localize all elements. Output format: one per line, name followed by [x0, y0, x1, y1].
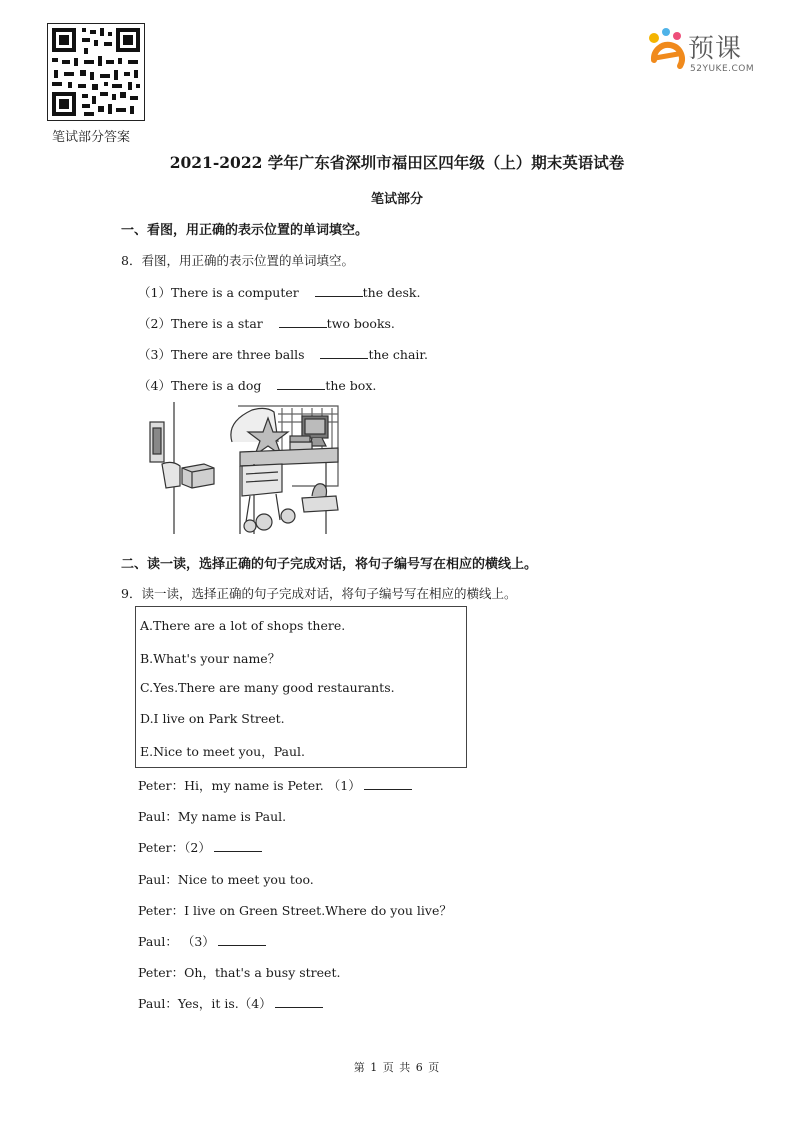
answer-blank[interactable] — [277, 378, 325, 390]
logo-text: 预课 — [688, 34, 743, 64]
question-8: 8．看图，用正确的表示位置的单词填空。 — [121, 253, 354, 268]
dialogue-line-8: Paul：Yes，it is.（4） — [138, 994, 323, 1012]
q8-item-4: （4）There is a dog the box. — [138, 378, 377, 393]
qr-caption: 笔试部分答案 — [52, 130, 131, 145]
dialogue-line-6: Paul： （3） — [138, 932, 266, 950]
dialogue-line-2: Paul：My name is Paul. — [138, 809, 287, 824]
room-illustration — [142, 402, 342, 534]
part-title: 笔试部分 — [370, 192, 423, 207]
q8-item-2: （2）There is a star two books. — [138, 316, 395, 331]
answer-blank[interactable] — [315, 285, 363, 297]
dialogue-line-5: Peter：I live on Green Street.Where do you live？ — [138, 903, 452, 918]
option-e: E.Nice to meet you，Paul. — [140, 744, 306, 759]
answer-blank-1[interactable] — [364, 778, 412, 790]
answer-blank-3[interactable] — [218, 934, 266, 946]
dialogue-line-7: Peter：Oh，that's a busy street. — [138, 965, 341, 980]
page-footer: 第 1 页 共 6 页 — [353, 1061, 441, 1074]
section2-heading: 二、读一读，选择正确的句子完成对话，将句子编号写在相应的横线上。 — [121, 557, 538, 572]
dialogue-line-1: Peter：Hi，my name is Peter. （1） — [138, 776, 412, 794]
answer-blank-2[interactable] — [214, 840, 262, 852]
option-b: B.What's your name？ — [140, 651, 281, 666]
dialogue-line-3: Peter：（2） — [138, 838, 262, 856]
answer-blank[interactable] — [279, 316, 327, 328]
qr-code-image — [47, 23, 145, 121]
question-9: 9．读一读，选择正确的句子完成对话，将句子编号写在相应的横线上。 — [121, 586, 517, 601]
answer-blank[interactable] — [320, 347, 368, 359]
option-c: C.Yes.There are many good restaurants. — [140, 680, 395, 695]
dialogue-line-4: Paul：Nice to meet you too. — [138, 872, 314, 887]
q8-item-1: （1）There is a computer the desk. — [138, 285, 421, 300]
answer-blank-4[interactable] — [275, 996, 323, 1008]
option-a: A.There are a lot of shops there. — [140, 618, 346, 633]
logo-subtext: 52YUKE.COM — [690, 64, 755, 74]
exam-title: 2021-2022 学年广东省深圳市福田区四年级（上）期末英语试卷 — [169, 153, 625, 172]
section1-heading: 一、看图，用正确的表示位置的单词填空。 — [121, 223, 369, 238]
option-d: D.I live on Park Street. — [140, 711, 285, 726]
q8-item-3: （3）There are three balls the chair. — [138, 347, 429, 362]
